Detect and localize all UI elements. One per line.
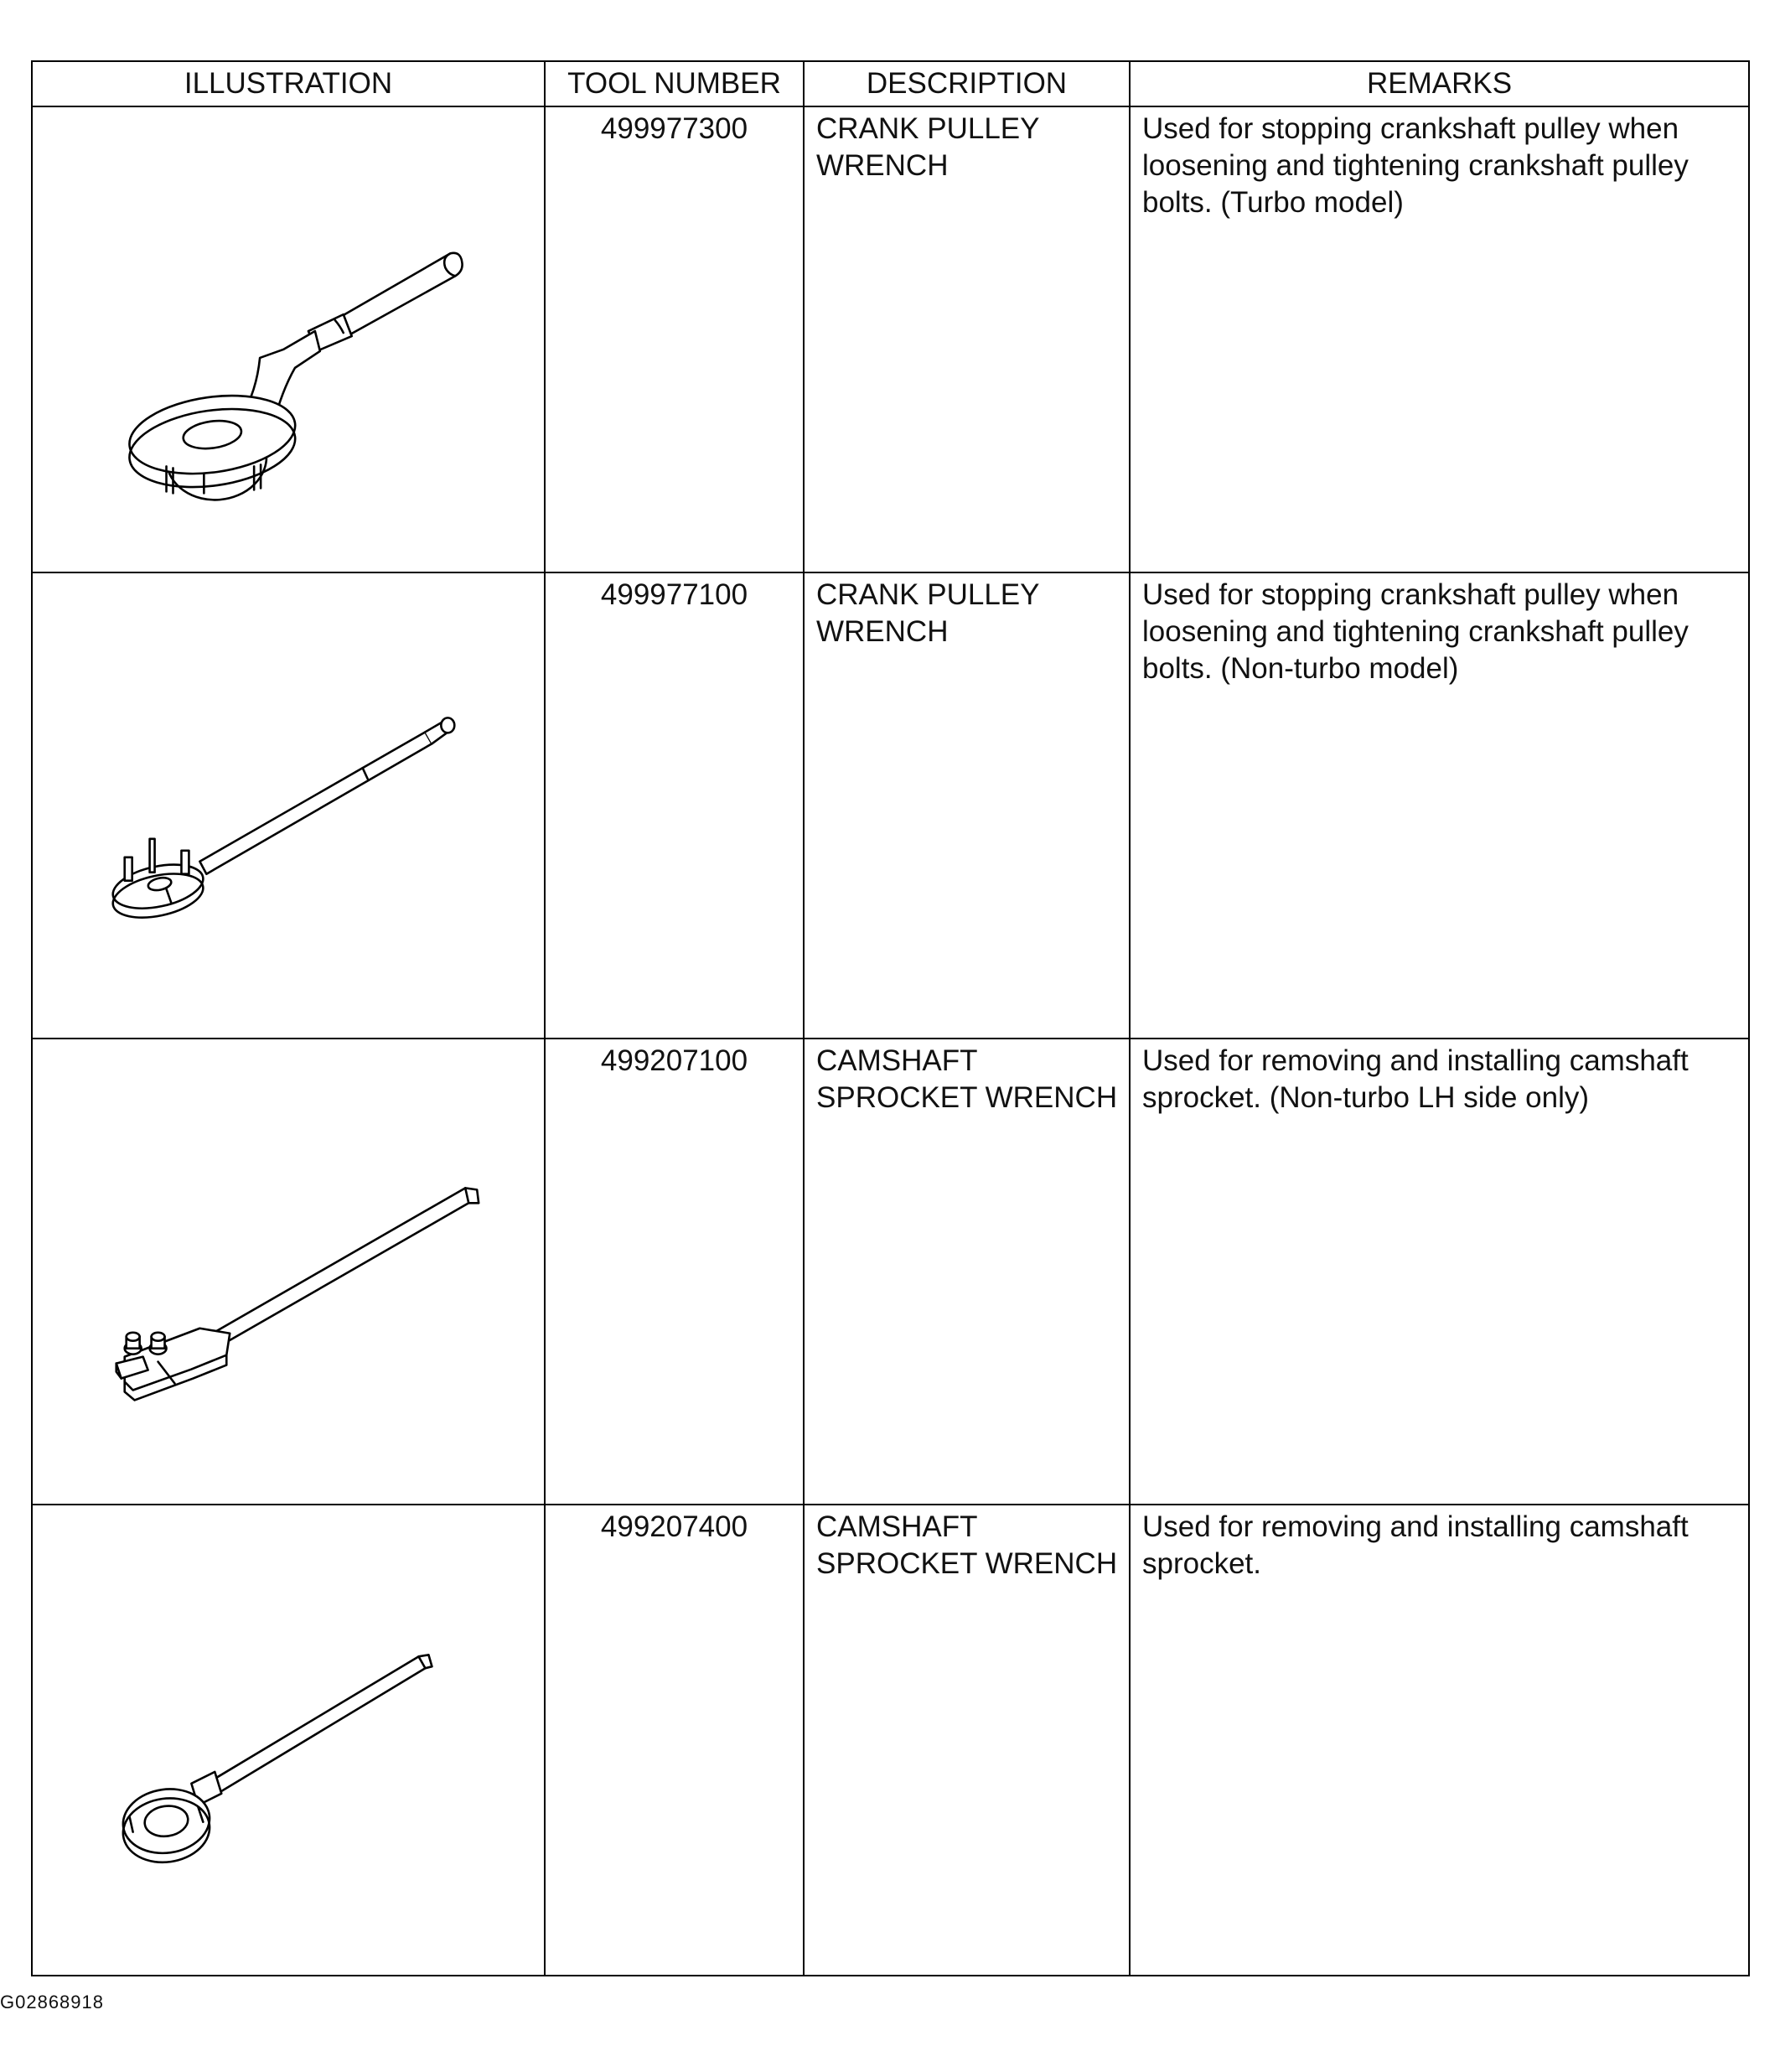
illustration-cell [32,1505,545,1976]
table-row [32,572,1749,1039]
tool-description: CRANK PULLEY WRENCH [804,572,1130,1039]
crank-pulley-wrench-turbo-icon [33,107,544,572]
camshaft-sprocket-wrench-icon [33,1039,544,1504]
header-illustration: ILLUSTRATION [32,61,545,106]
table-header-row [32,61,1749,106]
tool-number: 499977100 [545,572,804,1039]
tool-number: 499207400 [545,1505,804,1976]
camshaft-sprocket-wrench-ring-icon [33,1505,544,1975]
tool-number: 499207100 [545,1039,804,1505]
table-row [32,1039,1749,1505]
header-remarks: REMARKS [1130,61,1749,106]
special-tools-table [31,60,1750,1976]
illustration-cell [32,1039,545,1505]
illustration-cell [32,106,545,572]
tool-number: 499977300 [545,106,804,572]
illustration-cell [32,572,545,1039]
tool-description: CRANK PULLEY WRENCH [804,106,1130,572]
tool-remarks: Used for removing and installing camshaft sprocket. [1130,1505,1749,1976]
header-tool-number: TOOL NUMBER [545,61,804,106]
tool-description: CAMSHAFT SPROCKET WRENCH [804,1505,1130,1976]
table-row [32,1505,1749,1976]
header-description: DESCRIPTION [804,61,1130,106]
tool-remarks: Used for removing and installing camshaft sprocket. (Non-turbo LH side only) [1130,1039,1749,1505]
tool-description: CAMSHAFT SPROCKET WRENCH [804,1039,1130,1505]
tool-remarks: Used for stopping crankshaft pulley when loosening and tightening crankshaft pulley bolts. (Turbo model) [1130,106,1749,572]
tool-remarks: Used for stopping crankshaft pulley when loosening and tightening crankshaft pulley bolts. (Non-turbo model) [1130,572,1749,1039]
table-row [32,106,1749,572]
crank-pulley-wrench-nonturbo-icon [33,573,544,1038]
figure-code: G02868918 [0,1992,104,2012]
